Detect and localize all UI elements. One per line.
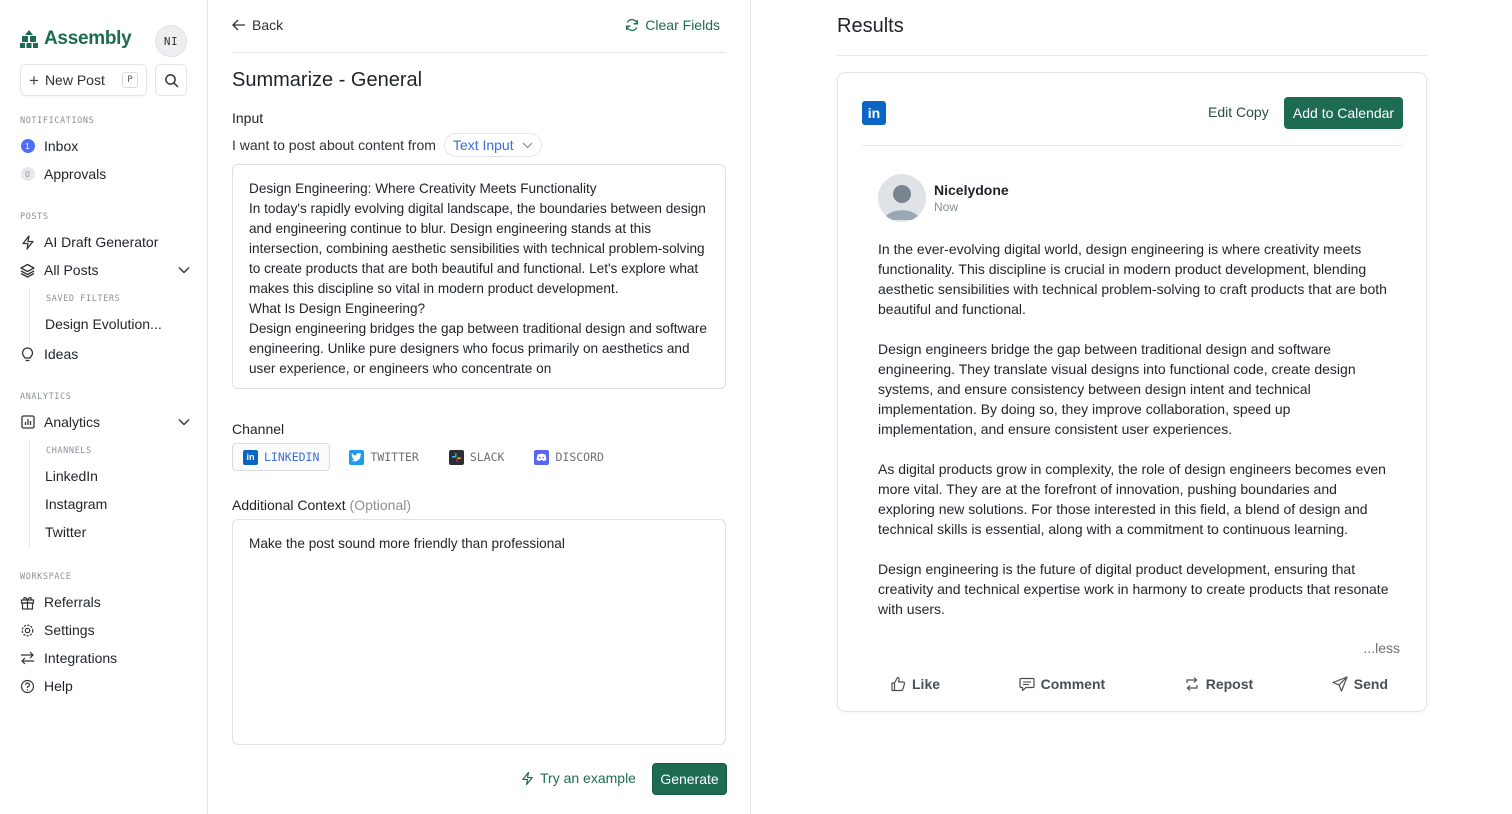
refresh-icon [625, 18, 639, 32]
source-row [232, 133, 542, 157]
twitter-icon [349, 450, 364, 465]
try-example-label: Try an example [540, 770, 636, 786]
like-label: Like [912, 676, 941, 692]
post-paragraph: Design engineers bridge the gap between traditional design and software engineering. They translate visual designs into functional code, create design systems, and ensure consistency between design intent and technical implementation. By doing so, they improve collaboration, speed up implementation, and ensure consistent user experiences. [878, 341, 1356, 437]
channel-item-linkedin[interactable]: LinkedIn [45, 468, 98, 484]
sidebar-item-ai-draft-generator[interactable] [20, 230, 190, 254]
post-paragraph: Design engineering is the future of digital product development, ensuring that creativity and technical expertise work in harmony to create products that resonate with users. [878, 561, 1389, 617]
search-button[interactable] [155, 64, 187, 96]
repost-label: Repost [1205, 676, 1254, 692]
lightning-icon [21, 235, 35, 250]
brand-logo[interactable] [20, 28, 131, 50]
gear-icon [20, 623, 35, 638]
layers-icon [20, 263, 35, 278]
sidebar-item-label: Ideas [44, 346, 79, 362]
channel-option-discord[interactable] [523, 443, 614, 471]
add-to-calendar-button[interactable]: Add to Calendar [1284, 97, 1403, 129]
sidebar-item-label: AI Draft Generator [44, 234, 159, 250]
channel-item-instagram[interactable]: Instagram [45, 496, 108, 512]
sidebar-item-inbox[interactable] [20, 134, 190, 158]
thumbs-up-icon [890, 676, 906, 692]
author-avatar [878, 174, 926, 222]
section-analytics: ANALYTICS [20, 392, 72, 402]
comment-button[interactable] [1019, 676, 1106, 692]
divider [837, 55, 1427, 56]
edit-copy-button[interactable]: Edit Copy [1208, 104, 1269, 120]
sidebar-item-label: Referrals [44, 594, 101, 610]
repost-icon [1184, 676, 1200, 692]
tree-line [29, 288, 30, 344]
generate-button[interactable]: Generate [652, 763, 727, 795]
chevron-down-icon [522, 142, 533, 149]
linkedin-icon: in [862, 101, 886, 125]
sidebar-item-help[interactable] [20, 674, 190, 698]
post-actions [878, 676, 1398, 692]
comment-label: Comment [1040, 676, 1106, 692]
sidebar-item-all-posts[interactable] [20, 258, 190, 282]
assembly-logo-icon [20, 29, 38, 49]
channel-selector [232, 443, 615, 471]
sidebar-item-ideas[interactable] [20, 342, 190, 366]
context-label [232, 497, 411, 513]
new-post-button[interactable] [20, 64, 147, 96]
source-prefix: I want to post about content from [232, 137, 436, 153]
send-button[interactable] [1332, 676, 1388, 692]
new-post-shortcut: P [122, 72, 138, 88]
results-title: Results [837, 15, 904, 37]
context-text-area[interactable]: Make the post sound more friendly than professional [232, 519, 726, 745]
send-icon [1332, 676, 1348, 692]
sidebar-item-settings[interactable] [20, 618, 190, 642]
brand-name: Assembly [44, 28, 132, 49]
show-less-link[interactable]: ...less [1363, 640, 1400, 656]
section-posts: POSTS [20, 212, 49, 222]
back-button[interactable] [232, 17, 283, 33]
like-button[interactable] [890, 676, 940, 692]
help-circle-icon [20, 679, 35, 694]
input-text-area[interactable]: Design Engineering: Where Creativity Meets Functionality In today's rapidly evolving digital landscape, the boundaries between design and engineering continue to blur. Design engineering stands at this intersection, combining aesthetic sensibilities with technical problem-solving to create products that are both beautiful and functional. Let's explore what makes this discipline so vital in modern product development. What Is Design Engineering? Design engineering bridges the gap between traditional design and software engineering. Unlike pure designers who focus primarily on aesthetics and user experience, or engineers who concentrate on [232, 164, 726, 389]
chevron-down-icon[interactable] [178, 266, 190, 274]
plus-icon: + [29, 70, 39, 90]
post-paragraph: In the ever-evolving digital world, design engineering is where creativity meets functionality. This discipline is crucial in modern product development, blending aesthetic sensibilities with technical problem-solving to craft products that are both beautiful and functional. [878, 241, 1387, 317]
sidebar-item-approvals[interactable] [20, 162, 190, 186]
sidebar-item-analytics[interactable] [20, 410, 190, 434]
input-label: Input [232, 110, 264, 126]
channel-option-label: SLACK [469, 450, 505, 464]
try-example-button[interactable] [521, 770, 636, 786]
post-body [878, 239, 1393, 639]
chevron-down-icon[interactable] [178, 418, 190, 426]
repost-button[interactable] [1184, 676, 1253, 692]
sidebar-item-label: Help [44, 678, 73, 694]
new-post-label: New Post [44, 72, 105, 88]
discord-icon [534, 450, 549, 465]
saved-filter-item[interactable]: Design Evolution... [45, 316, 162, 332]
author-name: Nicelydone [934, 182, 1009, 198]
source-select[interactable] [444, 133, 542, 157]
approvals-count-badge: 0 [21, 167, 35, 181]
divider [232, 52, 726, 53]
divider [862, 145, 1403, 146]
channel-option-label: TWITTER [370, 450, 419, 464]
channel-option-slack[interactable] [438, 443, 516, 471]
inbox-count-badge: 1 [21, 139, 35, 153]
section-saved-filters: SAVED FILTERS [46, 294, 121, 304]
user-avatar[interactable]: NI [155, 25, 187, 57]
arrows-exchange-icon [20, 651, 35, 665]
person-icon [878, 174, 926, 222]
sidebar-item-label: All Posts [44, 262, 99, 278]
channel-option-linkedin[interactable] [232, 443, 330, 471]
section-channels: CHANNELS [46, 446, 92, 456]
channel-label: Channel [232, 421, 285, 437]
sidebar-item-referrals[interactable] [20, 590, 190, 614]
send-label: Send [1353, 676, 1388, 692]
clear-fields-label: Clear Fields [645, 17, 720, 33]
page-title: Summarize - General [232, 69, 423, 91]
chart-icon [21, 415, 35, 429]
section-workspace: WORKSPACE [20, 572, 72, 582]
channel-item-twitter[interactable]: Twitter [45, 524, 87, 540]
channel-option-twitter[interactable] [338, 443, 429, 471]
comment-icon [1019, 677, 1035, 692]
channel-option-label: LINKEDIN [264, 450, 320, 464]
sidebar-item-label: Settings [44, 622, 95, 638]
lightbulb-icon [21, 347, 34, 362]
context-label-text: Additional Context [232, 497, 346, 513]
sidebar-item-label: Integrations [44, 650, 118, 666]
sidebar-item-label: Analytics [44, 414, 101, 430]
post-time: Now [934, 200, 959, 214]
lightning-icon [521, 771, 534, 786]
slack-icon [449, 450, 464, 465]
search-icon [164, 73, 179, 88]
tree-line [29, 440, 30, 548]
linkedin-icon: in [243, 450, 258, 465]
clear-fields-button[interactable] [625, 17, 720, 33]
result-card [837, 72, 1427, 712]
sidebar-item-label: Inbox [44, 138, 79, 154]
generator-panel [208, 0, 751, 814]
arrow-left-icon [232, 19, 246, 31]
back-label: Back [252, 17, 284, 33]
sidebar-item-label: Approvals [44, 166, 107, 182]
section-notifications: NOTIFICATIONS [20, 116, 95, 126]
gift-icon [20, 595, 35, 610]
context-optional-text: (Optional) [349, 497, 411, 513]
post-paragraph: As digital products grow in complexity, the role of design engineers becomes even more vital. They are at the forefront of innovation, pushing boundaries and exploring new solutions. For those interested in this field, a blend of design and technical skills is essential, along with a commitment to continuous learning. [878, 461, 1386, 537]
sidebar [0, 0, 208, 814]
channel-option-label: DISCORD [555, 450, 604, 464]
source-select-value: Text Input [452, 137, 514, 153]
sidebar-item-integrations[interactable] [20, 646, 190, 670]
